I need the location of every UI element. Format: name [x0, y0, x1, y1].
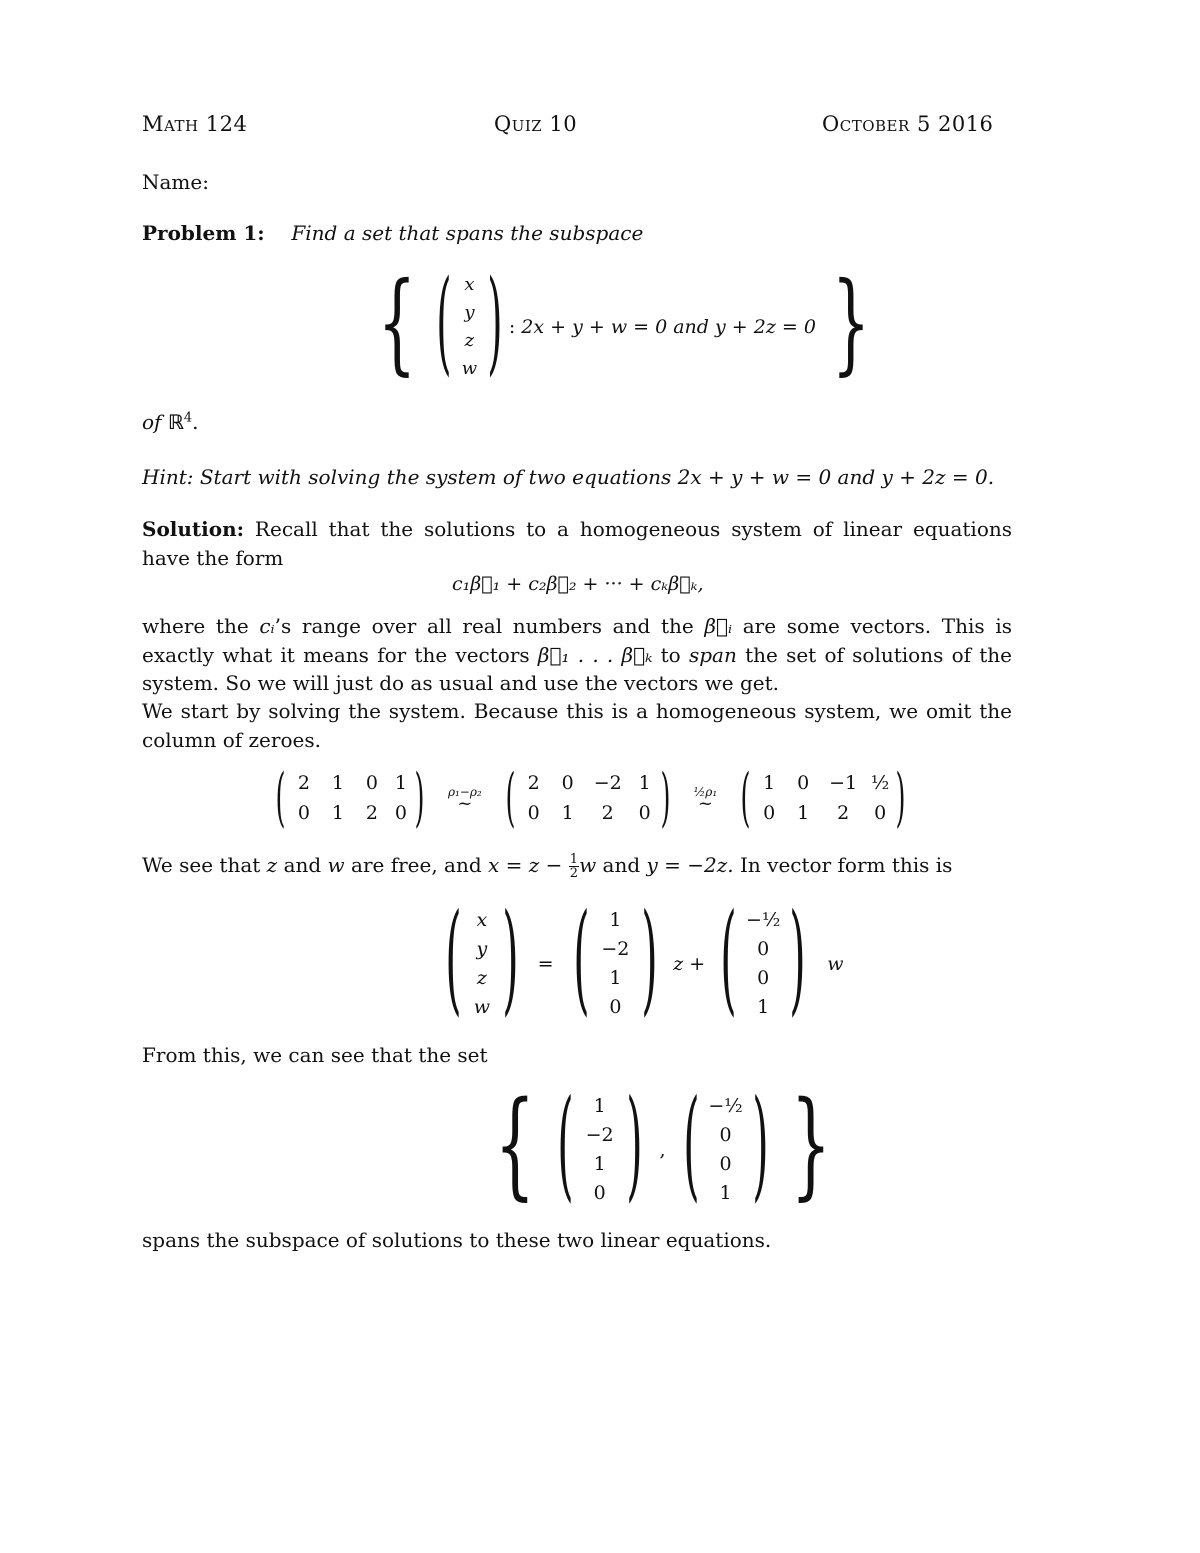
- left-paren: (: [436, 257, 452, 387]
- row-op-2: ½ρ₁ ~: [693, 785, 718, 814]
- matrix-1: 2 1 0 1 0 1 2 0: [297, 772, 408, 824]
- vector-form: ( x y z w ) = ( 1 −2 1 0 ) z + ( −½ 0 0 1 ) w: [445, 889, 844, 1028]
- free-variables-text: We see that z and w are free, and x = z − $\frac{1}{2}$ w and y = −2z. In vector form this is: [142, 852, 953, 881]
- conclusion: spans the subspace of solutions to these two linear equations.: [142, 1228, 772, 1252]
- solution-explanation: where the cᵢ’s range over all real numbers and the β⃗ᵢ are some vectors. This is exactly what it means for the vectors β⃗₁ . . . β⃗ₖ to span the set of solutions of the system. So we will just do as usual and use the vectors we get.: [142, 614, 1013, 695]
- left-brace: {: [377, 258, 417, 386]
- row-reduction: ( 2 1 0 1 0 1 2 0 ) ρ₁−ρ₂ ~ ( 2 0 −2 1 0 1 2 0 ) ½ρ₁ ~ ( 1 0 −1 ½ 0 1 2 0 ): [275, 761, 906, 835]
- quiz-date: October 5 2016: [822, 112, 994, 136]
- vector-1: 1 −2 1 0: [601, 909, 630, 1018]
- spanning-set: { ( 1 −2 1 0 ) , ( −½ 0 0 1 ) }: [494, 1075, 831, 1214]
- span-vector-2: −½ 0 0 1: [708, 1095, 743, 1204]
- half-fraction: $\frac{1}{2}$: [569, 852, 579, 881]
- row-reduction-intro: We start by solving the system. Because this is a homogeneous system, we omit the column of zeroes.: [142, 699, 1012, 752]
- matrix-2: 2 0 −2 1 0 1 2 0: [527, 772, 651, 824]
- problem-statement: [142, 221, 643, 245]
- solution-intro: Solution: Recall that the solutions to a homogeneous system of linear equations have the form: [142, 517, 1013, 570]
- right-paren: ): [487, 257, 503, 387]
- subspace-set-display: [362, 257, 886, 387]
- quiz-title: Quiz 10: [494, 112, 578, 136]
- right-brace: }: [831, 258, 871, 386]
- course-title: Math 124: [142, 112, 248, 136]
- problem-text: Find a set that spans the subspace: [291, 221, 644, 245]
- spanning-set-intro: From this, we can see that the set: [142, 1043, 488, 1067]
- vector-xyzw: x y z w: [473, 909, 490, 1018]
- set-condition: : 2x + y + w = 0 and y + 2z = 0: [508, 316, 816, 338]
- name-label: Name:: [142, 170, 209, 194]
- problem-label: Problem 1:: [142, 221, 265, 245]
- set-vector: x y z w: [461, 274, 478, 379]
- general-solution-formula: c₁β⃗₁ + c₂β⃗₂ + ··· + cₖβ⃗ₖ,: [452, 573, 704, 595]
- row-op-1: ρ₁−ρ₂ ~: [447, 785, 482, 814]
- of-r4: of ℝ$^4$.: [142, 410, 199, 434]
- matrix-3: 1 0 −1 ½ 0 1 2 0: [763, 772, 890, 824]
- span-vector-1: 1 −2 1 0: [585, 1095, 614, 1204]
- solution-label: Solution:: [142, 517, 245, 541]
- vector-2: −½ 0 0 1: [746, 909, 781, 1018]
- hint: Hint: Start with solving the system of two equations 2x + y + w = 0 and y + 2z = 0.: [142, 465, 995, 489]
